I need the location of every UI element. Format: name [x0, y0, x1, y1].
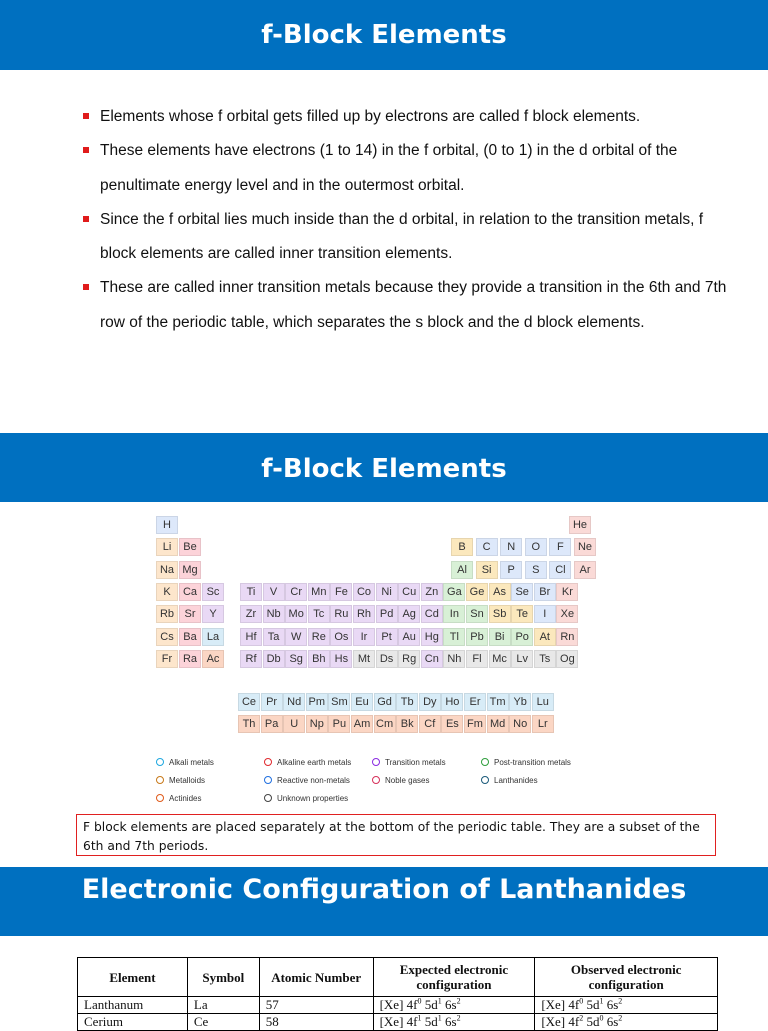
element-cell-ac	[202, 650, 224, 668]
element-cell-cm	[374, 715, 396, 733]
element-cell-ga	[443, 583, 465, 601]
element-cell-w	[285, 628, 307, 646]
element-symbol: Cn	[424, 652, 439, 665]
element-cell-in	[443, 605, 465, 623]
element-cell-pa	[261, 715, 283, 733]
element-cell-ta	[263, 628, 285, 646]
header-atomic-number: Atomic Number	[259, 958, 373, 997]
table-row	[78, 997, 718, 1014]
element-symbol: At	[539, 630, 550, 643]
element-cell-bi	[489, 628, 511, 646]
legend-ring-icon	[372, 776, 380, 784]
element-symbol: Pu	[332, 718, 347, 730]
element-symbol: Og	[560, 652, 575, 665]
element-cell-b	[451, 538, 473, 556]
element-cell-fl	[466, 650, 488, 668]
element-symbol: Xe	[560, 608, 575, 621]
element-cell-tm	[487, 693, 509, 711]
slide-2-title-banner	[0, 433, 768, 502]
element-cell-sb	[489, 605, 511, 623]
element-cell-n	[500, 538, 522, 556]
element-cell-ru	[330, 605, 352, 623]
element-symbol: Pm	[308, 696, 326, 708]
element-cell-zn	[421, 583, 443, 601]
caption-text: F block elements are placed separately at the bottom of the periodic table. They are a subset of the 6th and 7th periods.	[83, 820, 700, 853]
element-symbol: U	[290, 718, 299, 730]
element-cell-pd	[376, 605, 398, 623]
header-expected-config: Expected electronic configuration	[373, 958, 535, 997]
table-row	[78, 1014, 718, 1031]
bullet-square-icon	[83, 216, 89, 222]
element-symbol: Pr	[266, 696, 278, 708]
element-symbol: Sg	[289, 652, 303, 665]
element-cell-na	[156, 561, 178, 579]
element-cell-no	[509, 715, 531, 733]
element-symbol: Y	[209, 608, 217, 621]
element-symbol: Rb	[159, 608, 175, 621]
element-symbol: Nd	[287, 696, 302, 708]
element-cell-og	[556, 650, 578, 668]
legend-item: Noble gases	[372, 776, 429, 785]
bullet-square-icon	[83, 113, 89, 119]
element-symbol: Co	[356, 585, 372, 598]
cell-element: Lanthanum	[78, 997, 188, 1014]
slide-3-title: Electronic Configuration of Lanthanides	[81, 874, 687, 905]
element-symbol: Cd	[424, 608, 439, 621]
element-cell-nh	[443, 650, 465, 668]
element-cell-re	[308, 628, 330, 646]
element-symbol: Hg	[424, 630, 439, 643]
element-symbol: Lu	[536, 696, 549, 708]
legend-item: Unknown properties	[264, 794, 348, 803]
element-symbol: Pb	[470, 630, 484, 643]
element-cell-h	[156, 516, 178, 534]
element-cell-lv	[511, 650, 533, 668]
element-symbol: Ni	[381, 585, 392, 598]
element-cell-f	[549, 538, 571, 556]
element-cell-al	[451, 561, 473, 579]
element-symbol: K	[163, 585, 171, 598]
element-symbol: Bi	[494, 630, 505, 643]
element-symbol: No	[513, 718, 528, 730]
legend-ring-icon	[264, 776, 272, 784]
element-cell-u	[283, 715, 305, 733]
element-cell-i	[534, 605, 556, 623]
element-symbol: Cl	[555, 563, 566, 576]
element-cell-ba	[179, 628, 201, 646]
element-symbol: Ga	[447, 585, 462, 598]
element-cell-xe	[556, 605, 578, 623]
bullet-list	[80, 100, 740, 340]
element-cell-tc	[308, 605, 330, 623]
element-cell-o	[525, 538, 547, 556]
element-cell-dy	[419, 693, 441, 711]
element-symbol: Cf	[424, 718, 436, 730]
slide-1-title: f-Block Elements	[261, 20, 507, 50]
element-symbol: Al	[457, 563, 467, 576]
cell-observed: [Xe] $4f^2$ $5d^0$ $6s^2$	[535, 1014, 718, 1031]
element-symbol: Ca	[182, 585, 198, 598]
element-symbol: Ru	[334, 608, 349, 621]
element-symbol: Zn	[425, 585, 439, 598]
legend-item: Actinides	[156, 794, 201, 803]
element-symbol: Th	[242, 718, 256, 730]
element-symbol: Ge	[469, 585, 485, 598]
element-cell-ag	[398, 605, 420, 623]
element-cell-mg	[179, 561, 201, 579]
element-cell-cd	[421, 605, 443, 623]
element-cell-zr	[240, 605, 262, 623]
legend-ring-icon	[481, 776, 489, 784]
bullet-square-icon	[83, 284, 89, 290]
element-symbol: Fl	[472, 652, 482, 665]
element-symbol: Rf	[245, 652, 257, 665]
element-cell-fr	[156, 650, 178, 668]
element-symbol: He	[572, 519, 588, 531]
element-cell-mt	[353, 650, 375, 668]
legend-ring-icon	[156, 776, 164, 784]
table-body	[78, 997, 718, 1031]
element-cell-gd	[374, 693, 396, 711]
element-symbol: Sb	[492, 608, 507, 621]
element-cell-sr	[179, 605, 201, 623]
element-symbol: Re	[311, 630, 326, 643]
legend-ring-icon	[372, 758, 380, 766]
slide-1-title-banner	[0, 0, 768, 70]
element-symbol: Bh	[312, 652, 326, 665]
element-cell-cr	[285, 583, 307, 601]
element-cell-c	[476, 538, 498, 556]
element-cell-as	[489, 583, 511, 601]
element-symbol: Bk	[400, 718, 414, 730]
element-cell-ir	[353, 628, 375, 646]
element-symbol: Os	[334, 630, 349, 643]
element-cell-ge	[466, 583, 488, 601]
element-cell-cf	[419, 715, 441, 733]
element-symbol: Na	[159, 563, 175, 576]
element-cell-y	[202, 605, 224, 623]
element-symbol: Rn	[560, 630, 575, 643]
element-cell-cl	[549, 561, 571, 579]
element-cell-bh	[308, 650, 330, 668]
element-symbol: Fr	[161, 652, 173, 665]
legend-item: Metalloids	[156, 776, 205, 785]
element-symbol: Tc	[313, 608, 325, 621]
element-symbol: Np	[309, 718, 324, 730]
element-symbol: Ra	[182, 652, 198, 665]
element-symbol: Kr	[561, 585, 573, 598]
element-symbol: Ho	[445, 696, 460, 708]
element-symbol: C	[482, 541, 491, 554]
cell-number: 58	[259, 1014, 373, 1031]
element-cell-kr	[556, 583, 578, 601]
element-cell-te	[511, 605, 533, 623]
element-cell-lu	[532, 693, 554, 711]
element-cell-ni	[376, 583, 398, 601]
element-symbol: Hs	[334, 652, 349, 665]
element-symbol: Am	[353, 718, 371, 730]
legend-ring-icon	[264, 758, 272, 766]
element-cell-am	[351, 715, 373, 733]
element-symbol: Lv	[516, 652, 528, 665]
element-symbol: S	[532, 563, 540, 576]
element-symbol: As	[493, 585, 507, 598]
element-symbol: P	[507, 563, 515, 576]
element-symbol: Mc	[492, 652, 507, 665]
element-symbol: Ag	[402, 608, 416, 621]
element-symbol: Pa	[264, 718, 279, 730]
element-cell-tb	[396, 693, 418, 711]
legend-ring-icon	[264, 794, 272, 802]
element-cell-tl	[443, 628, 465, 646]
element-symbol: Pt	[381, 630, 392, 643]
element-cell-pb	[466, 628, 488, 646]
legend-item: Reactive non-metals	[264, 776, 350, 785]
element-symbol: Ba	[183, 630, 197, 643]
element-symbol: Sn	[470, 608, 484, 621]
element-symbol: Mn	[311, 585, 327, 598]
element-cell-ts	[534, 650, 556, 668]
element-symbol: Cr	[290, 585, 302, 598]
element-cell-p	[500, 561, 522, 579]
element-symbol: Mg	[182, 563, 198, 576]
element-symbol: Mo	[288, 608, 304, 621]
element-cell-be	[179, 538, 201, 556]
element-symbol: Tm	[489, 696, 506, 708]
element-cell-sg	[285, 650, 307, 668]
legend-item: Transition metals	[372, 758, 446, 767]
element-cell-rh	[353, 605, 375, 623]
element-symbol: Sr	[184, 608, 196, 621]
element-symbol: F	[557, 541, 564, 554]
element-symbol: H	[163, 519, 171, 531]
element-cell-es	[441, 715, 463, 733]
element-cell-li	[156, 538, 178, 556]
element-cell-hf	[240, 628, 262, 646]
cell-symbol: Ce	[187, 1014, 259, 1031]
element-cell-po	[511, 628, 533, 646]
element-cell-nd	[283, 693, 305, 711]
element-cell-bk	[396, 715, 418, 733]
element-symbol: Ti	[246, 585, 256, 598]
element-cell-os	[330, 628, 352, 646]
element-cell-ar	[574, 561, 596, 579]
element-cell-np	[306, 715, 328, 733]
element-symbol: Ac	[206, 652, 220, 665]
cell-symbol: La	[187, 997, 259, 1014]
element-symbol: Pd	[379, 608, 394, 621]
element-cell-md	[487, 715, 509, 733]
element-symbol: Be	[183, 541, 197, 554]
element-symbol: Es	[445, 718, 459, 730]
element-symbol: Dy	[423, 696, 437, 708]
element-symbol: Zr	[245, 608, 257, 621]
element-symbol: In	[449, 608, 459, 621]
element-cell-k	[156, 583, 178, 601]
element-cell-pt	[376, 628, 398, 646]
slide-3-title-banner	[0, 867, 768, 936]
element-cell-se	[511, 583, 533, 601]
element-cell-au	[398, 628, 420, 646]
element-symbol: Lr	[537, 718, 548, 730]
cell-observed: [Xe] $4f^0$ $5d^1$ $6s^2$	[535, 997, 718, 1014]
element-symbol: Au	[402, 630, 416, 643]
element-cell-ra	[179, 650, 201, 668]
element-symbol: Cu	[402, 585, 417, 598]
element-symbol: Cm	[376, 718, 394, 730]
element-cell-rn	[556, 628, 578, 646]
element-symbol: I	[543, 608, 547, 621]
element-cell-ho	[441, 693, 463, 711]
element-symbol: Tl	[449, 630, 459, 643]
element-cell-cu	[398, 583, 420, 601]
element-symbol: Ir	[360, 630, 368, 643]
element-cell-rf	[240, 650, 262, 668]
element-cell-cs	[156, 628, 178, 646]
element-cell-sc	[202, 583, 224, 601]
element-symbol: La	[206, 630, 220, 643]
element-symbol: Fm	[467, 718, 483, 730]
bullet-item: These elements have electrons (1 to 14) in the f orbital, (0 to 1) in the d orbital of the penultimate energy level and in the outermost orbital.	[80, 134, 740, 203]
element-cell-ce	[238, 693, 260, 711]
element-symbol: W	[290, 630, 302, 643]
element-cell-ne	[574, 538, 596, 556]
element-cell-br	[534, 583, 556, 601]
element-symbol: Br	[539, 585, 551, 598]
element-cell-he	[569, 516, 591, 534]
element-cell-fe	[330, 583, 352, 601]
element-cell-la	[202, 628, 224, 646]
element-symbol: Gd	[377, 696, 392, 708]
element-symbol: O	[531, 541, 541, 554]
element-cell-db	[263, 650, 285, 668]
element-symbol: Po	[515, 630, 529, 643]
element-symbol: Ds	[379, 652, 394, 665]
element-symbol: Nh	[447, 652, 462, 665]
element-cell-pm	[306, 693, 328, 711]
table-header-row	[78, 958, 718, 997]
element-cell-sm	[328, 693, 350, 711]
cell-expected: [Xe] $4f^0$ $5d^1$ $6s^2$	[373, 997, 535, 1014]
legend-ring-icon	[156, 794, 164, 802]
element-symbol: V	[269, 585, 278, 598]
element-symbol: B	[458, 541, 466, 554]
element-symbol: Ne	[577, 541, 593, 554]
element-symbol: Sc	[206, 585, 220, 598]
header-element: Element	[78, 958, 188, 997]
slide-2-title: f-Block Elements	[261, 454, 507, 484]
element-symbol: Md	[489, 718, 506, 730]
element-symbol: Db	[266, 652, 281, 665]
bullet-item: Elements whose f orbital gets filled up by electrons are called f block elements.	[80, 100, 740, 134]
element-symbol: Li	[162, 541, 172, 554]
element-symbol: Ts	[539, 652, 551, 665]
element-symbol: Hf	[245, 630, 257, 643]
element-cell-cn	[421, 650, 443, 668]
element-cell-nb	[263, 605, 285, 623]
element-symbol: Cs	[160, 630, 174, 643]
element-symbol: N	[507, 541, 516, 554]
element-cell-hs	[330, 650, 352, 668]
element-cell-fm	[464, 715, 486, 733]
element-symbol: Ta	[267, 630, 280, 643]
element-symbol: Nb	[266, 608, 281, 621]
element-cell-ca	[179, 583, 201, 601]
cell-element: Cerium	[78, 1014, 188, 1031]
element-symbol: Yb	[513, 696, 527, 708]
bullet-item: Since the f orbital lies much inside than the d orbital, in relation to the transition metals, f block elements are called inner transition elements.	[80, 203, 740, 272]
element-symbol: Se	[515, 585, 529, 598]
cell-number: 57	[259, 997, 373, 1014]
element-cell-pr	[261, 693, 283, 711]
element-symbol: Tb	[400, 696, 414, 708]
element-cell-ds	[376, 650, 398, 668]
legend-item: Alkaline earth metals	[264, 758, 351, 767]
lanthanide-config-table	[77, 957, 718, 1031]
legend-ring-icon	[481, 758, 489, 766]
element-cell-mc	[489, 650, 511, 668]
cell-expected: [Xe] $4f^1$ $5d^1$ $6s^2$	[373, 1014, 535, 1031]
element-symbol: Te	[516, 608, 528, 621]
element-cell-co	[353, 583, 375, 601]
element-cell-si	[476, 561, 498, 579]
element-symbol: Eu	[355, 696, 369, 708]
element-cell-rb	[156, 605, 178, 623]
element-cell-v	[263, 583, 285, 601]
element-cell-th	[238, 715, 260, 733]
element-cell-mn	[308, 583, 330, 601]
bullet-item: These are called inner transition metals because they provide a transition in the 6th and 7th row of the periodic table, which separates the s block and the d block elements.	[80, 271, 740, 340]
element-cell-ti	[240, 583, 262, 601]
element-cell-s	[525, 561, 547, 579]
element-cell-at	[534, 628, 556, 646]
element-cell-lr	[532, 715, 554, 733]
element-symbol: Mt	[357, 652, 371, 665]
header-observed-config: Observed electronic configuration	[535, 958, 718, 997]
element-symbol: Rg	[402, 652, 417, 665]
element-cell-hg	[421, 628, 443, 646]
legend-ring-icon	[156, 758, 164, 766]
element-symbol: Er	[469, 696, 481, 708]
bullet-square-icon	[83, 147, 89, 153]
element-symbol: Ar	[579, 563, 591, 576]
legend-item: Post-transition metals	[481, 758, 571, 767]
legend-item: Lanthanides	[481, 776, 538, 785]
element-symbol: Sm	[331, 696, 348, 708]
element-cell-mo	[285, 605, 307, 623]
element-symbol: Ce	[241, 696, 257, 708]
element-symbol: Si	[481, 563, 492, 576]
legend-item: Alkali metals	[156, 758, 214, 767]
element-symbol: Rh	[356, 608, 372, 621]
header-symbol: Symbol	[187, 958, 259, 997]
element-cell-sn	[466, 605, 488, 623]
element-cell-pu	[328, 715, 350, 733]
element-cell-rg	[398, 650, 420, 668]
element-symbol: Fe	[334, 585, 348, 598]
element-cell-eu	[351, 693, 373, 711]
element-cell-er	[464, 693, 486, 711]
element-cell-yb	[509, 693, 531, 711]
